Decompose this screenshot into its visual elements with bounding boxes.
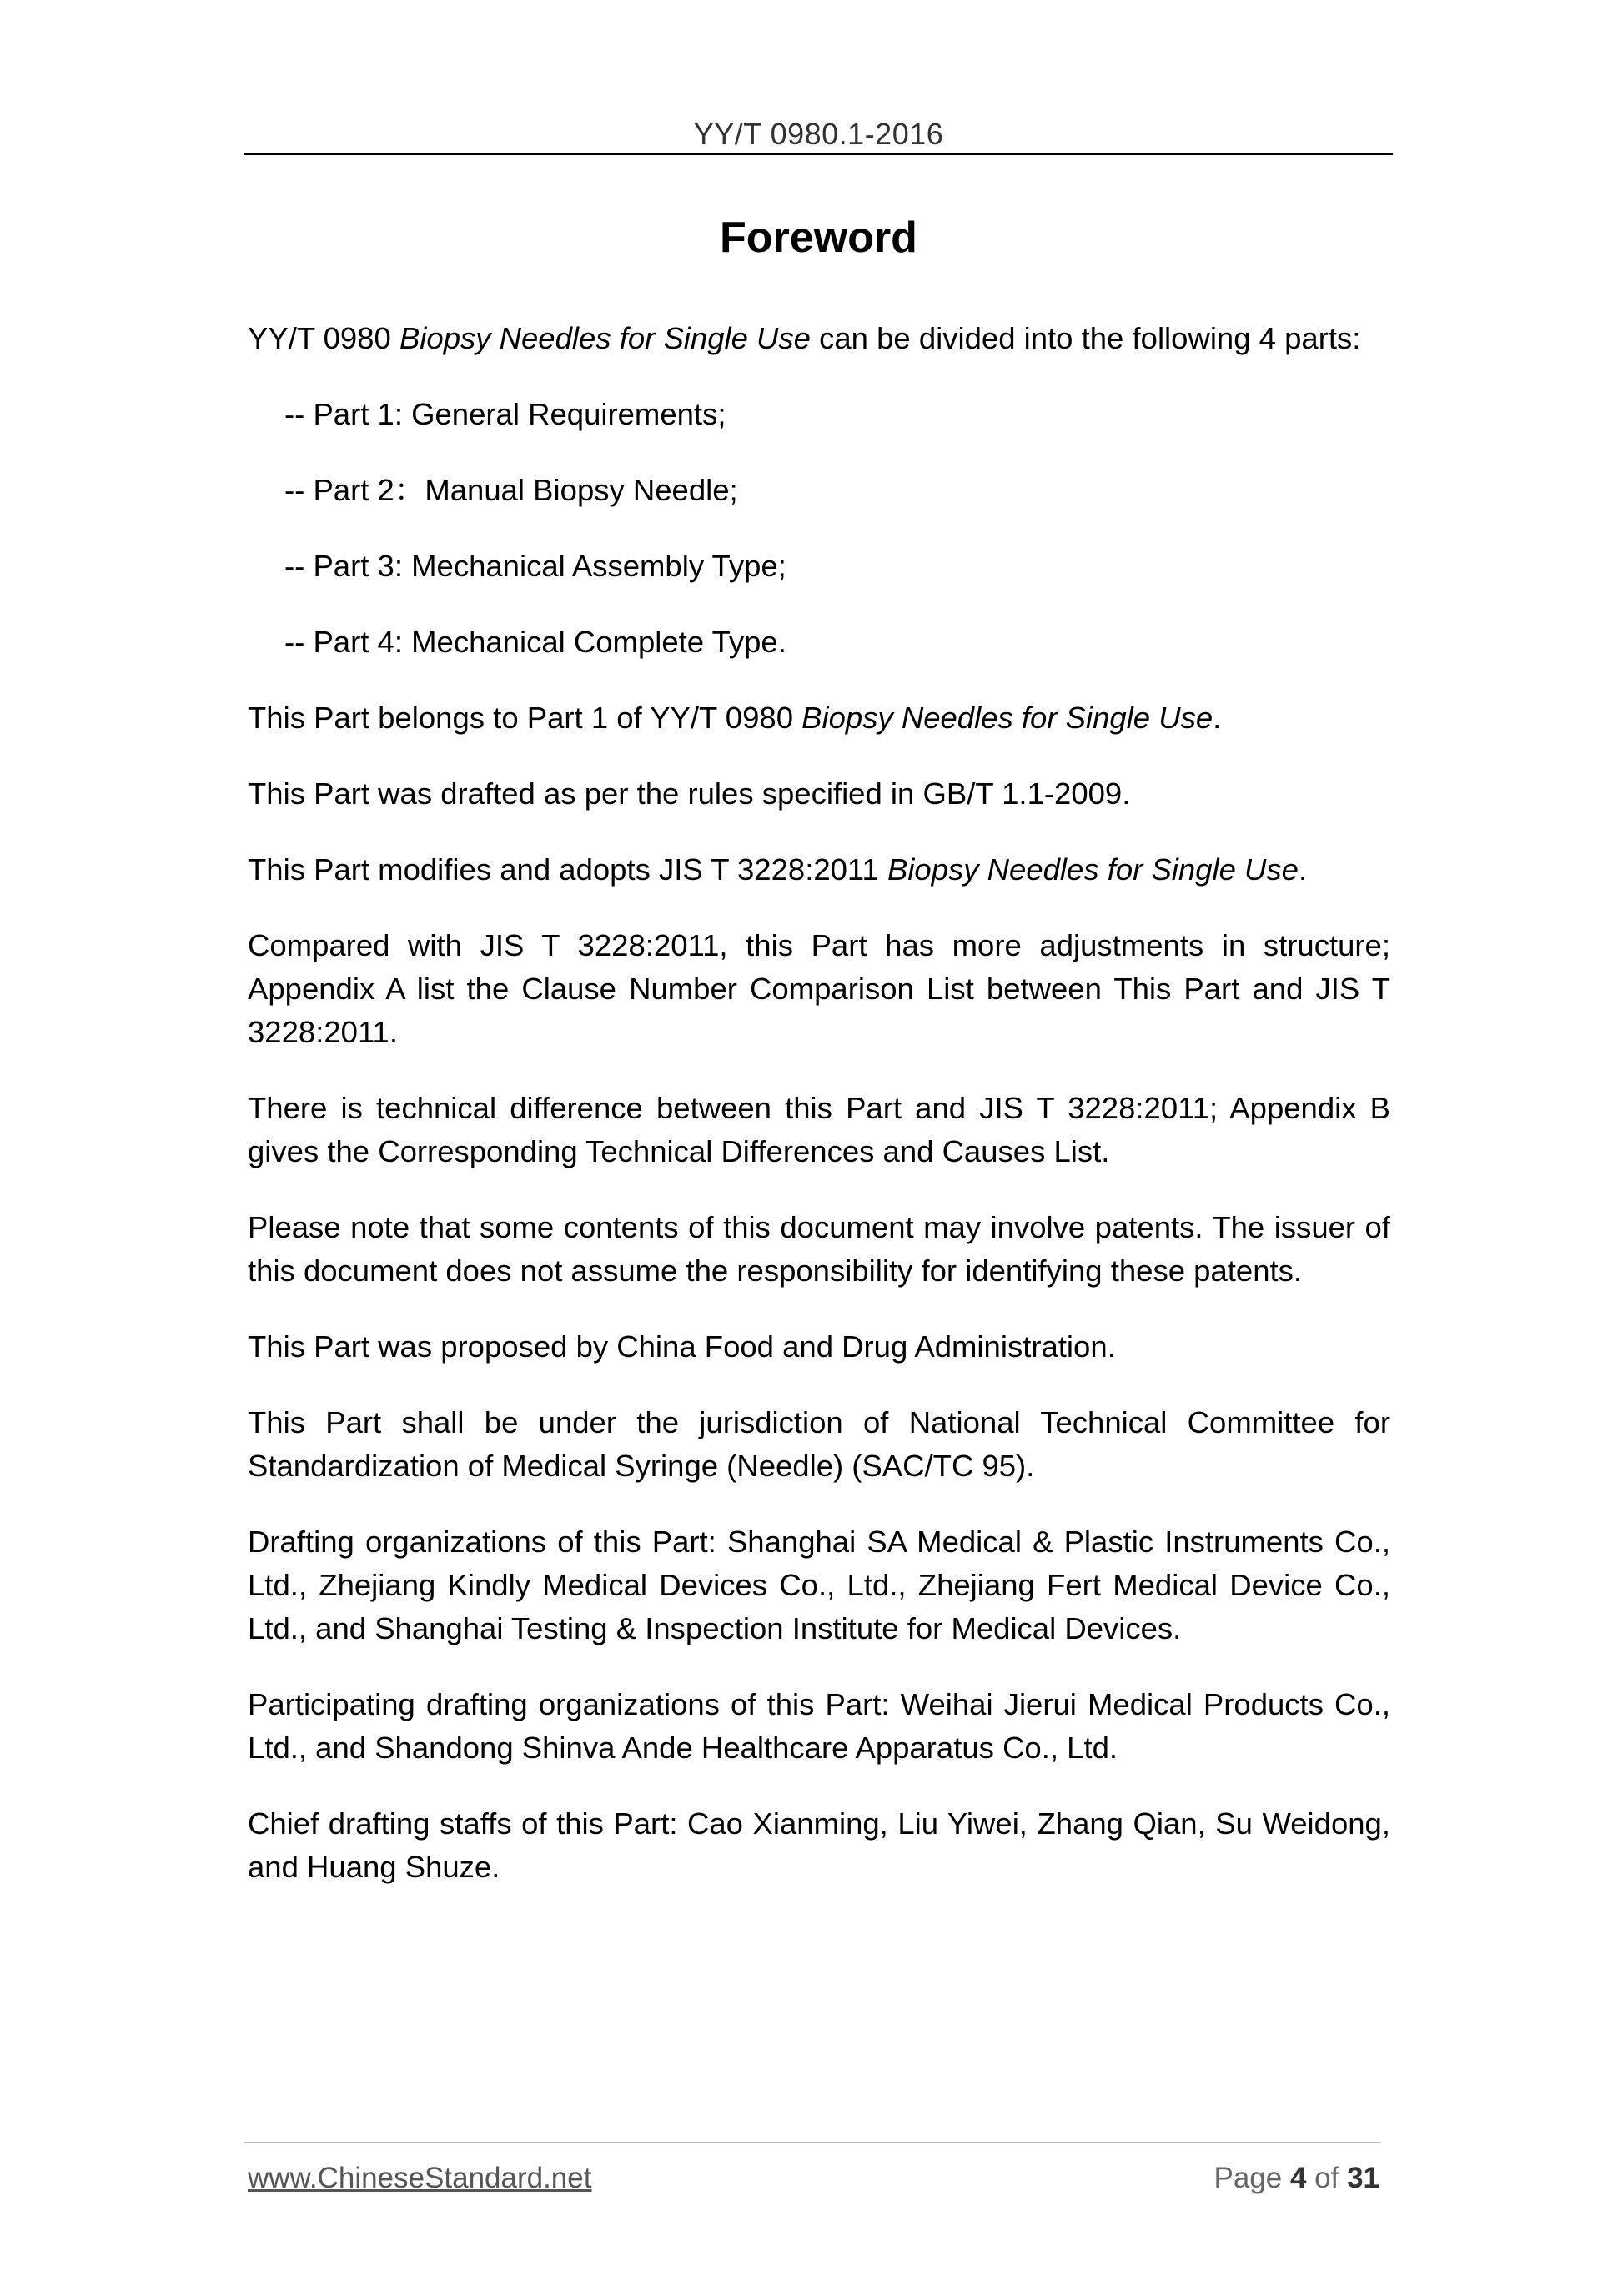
footer-divider	[244, 2142, 1381, 2143]
belongs-text-post: .	[1213, 701, 1222, 735]
document-code-header: YY/T 0980.1-2016	[693, 117, 944, 151]
part-list-item: -- Part 2：Manual Biopsy Needle;	[284, 473, 738, 507]
participating-orgs-paragraph: Participating drafting organizations of this Part: Weihai Jierui Medical Products Co., Ltd., and Shandong Shinva Ande Healthcare Apparatus Co., Ltd.	[248, 1687, 1390, 1765]
belongs-paragraph	[248, 696, 1390, 740]
proposed-paragraph: This Part was proposed by China Food and Drug Administration.	[248, 1329, 1116, 1364]
page-title: Foreword	[720, 214, 917, 262]
intro-standard-title: Biopsy Needles for Single Use	[399, 321, 811, 355]
jurisdiction-paragraph: This Part shall be under the jurisdiction of National Technical Committee for Standardization of Medical Syringe (Needle) (SAC/TC 95).	[248, 1405, 1390, 1483]
total-page-count: 31	[1347, 2162, 1379, 2194]
chief-staffs-paragraph: Chief drafting staffs of this Part: Cao Xianming, Liu Yiwei, Zhang Qian, Su Weidong, and Huang Shuze.	[248, 1806, 1390, 1884]
belongs-standard-title: Biopsy Needles for Single Use	[801, 701, 1213, 735]
intro-paragraph	[248, 317, 1390, 360]
part-list-item: -- Part 1: General Requirements;	[284, 397, 726, 431]
current-page-number: 4	[1289, 2162, 1307, 2194]
page-number	[1213, 2162, 1379, 2195]
header-divider	[244, 153, 1393, 155]
modifies-text-post: .	[1298, 852, 1308, 887]
patents-paragraph: Please note that some contents of this document may involve patents. The issuer of this document does not assume the responsibility for identifying these patents.	[248, 1210, 1390, 1288]
page-label: Page	[1213, 2162, 1290, 2194]
foreword-body	[248, 317, 1390, 1922]
modifies-paragraph	[248, 848, 1390, 892]
drafted-paragraph: This Part was drafted as per the rules specified in GB/T 1.1-2009.	[248, 776, 1131, 811]
modifies-text-pre: This Part modifies and adopts JIS T 3228:2011	[248, 852, 887, 887]
page-of-label: of	[1306, 2162, 1348, 2194]
compared-paragraph: Compared with JIS T 3228:2011, this Part has more adjustments in structure; Appendix A list the Clause Number Comparison List between This Part and JIS T 3228:2011.	[248, 928, 1390, 1049]
part-list-item: -- Part 3: Mechanical Assembly Type;	[284, 549, 786, 583]
intro-text-pre: YY/T 0980	[248, 321, 399, 355]
technical-difference-paragraph: There is technical difference between this Part and JIS T 3228:2011; Appendix B gives the Corresponding Technical Differences and Causes List.	[248, 1091, 1390, 1168]
part-list-item: -- Part 4: Mechanical Complete Type.	[284, 625, 786, 659]
website-link[interactable]: www.ChineseStandard.net	[248, 2162, 592, 2194]
intro-text-post: can be divided into the following 4 parts:	[810, 321, 1361, 355]
drafting-orgs-paragraph: Drafting organizations of this Part: Shanghai SA Medical & Plastic Instruments Co., Ltd., Zhejiang Kindly Medical Devices Co., Ltd., Zhejiang Fert Medical Device Co., Ltd., and Shanghai Testing & Inspection Institute for Medical Devices.	[248, 1525, 1390, 1645]
belongs-text-pre: This Part belongs to Part 1 of YY/T 0980	[248, 701, 802, 735]
modifies-standard-title: Biopsy Needles for Single Use	[887, 852, 1299, 887]
